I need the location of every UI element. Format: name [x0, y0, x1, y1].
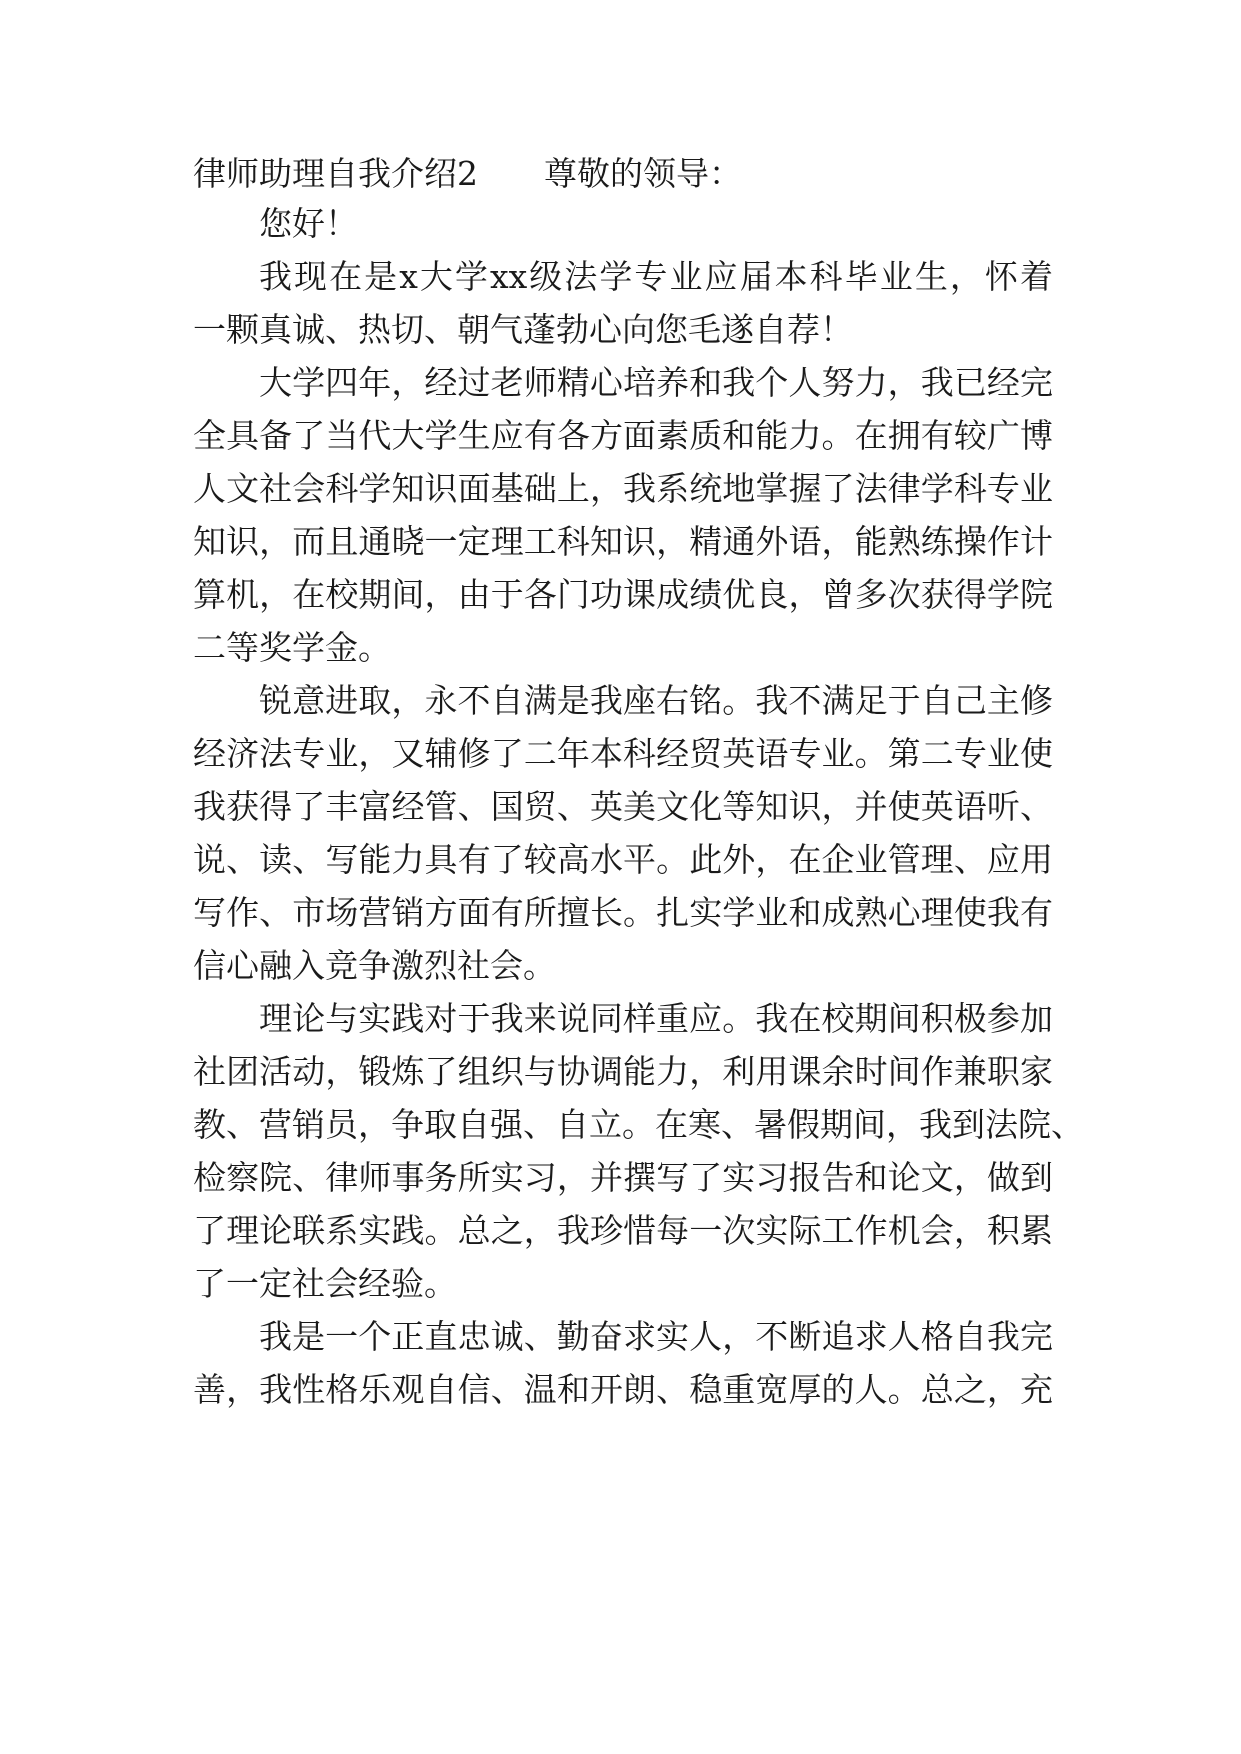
paragraph-3-line-3: 我获得了丰富经管、国贸、英美文化等知识，并使英语听、 [193, 787, 1053, 826]
greeting-line: 您好！ [259, 204, 358, 243]
paragraph-2-line-3: 人文社会科学知识面基础上，我系统地掌握了法律学科专业 [193, 469, 1053, 508]
title-line [193, 154, 742, 194]
paragraph-4-line-5: 了理论联系实践。总之，我珍惜每一次实际工作机会，积累 [193, 1211, 1053, 1250]
paragraph-4-line-2: 社团活动，锻炼了组织与协调能力，利用课余时间作兼职家 [193, 1052, 1053, 1091]
paragraph-2-line-5: 算机，在校期间，由于各门功课成绩优良，曾多次获得学院 [193, 575, 1053, 614]
paragraph-3-line-4: 说、读、写能力具有了较高水平。此外，在企业管理、应用 [193, 840, 1053, 879]
paragraph-4-line-1: 理论与实践对于我来说同样重应。我在校期间积极参加 [259, 999, 1053, 1038]
paragraph-5-line-1: 我是一个正直忠诚、勤奋求实人，不断追求人格自我完 [259, 1317, 1053, 1356]
paragraph-4-line-3: 教、营销员，争取自强、自立。在寒、暑假期间，我到法院、 [193, 1105, 1084, 1144]
salutation: 尊敬的领导： [544, 154, 742, 193]
paragraph-1-line-1: 我现在是x大学xx级法学专业应届本科毕业生，怀着 [259, 257, 1053, 296]
paragraph-4-line-6: 了一定社会经验。 [193, 1264, 457, 1303]
paragraph-2-line-2: 全具备了当代大学生应有各方面素质和能力。在拥有较广博 [193, 416, 1053, 455]
paragraph-2-line-6: 二等奖学金。 [193, 628, 391, 667]
paragraph-2-line-1: 大学四年，经过老师精心培养和我个人努力，我已经完 [259, 363, 1053, 402]
paragraph-3-line-1: 锐意进取，永不自满是我座右铭。我不满足于自己主修 [259, 681, 1053, 720]
paragraph-1-line-2: 一颗真诚、热切、朝气蓬勃心向您毛遂自荐！ [193, 310, 853, 349]
paragraph-5-line-2: 善，我性格乐观自信、温和开朗、稳重宽厚的人。总之，充 [193, 1370, 1053, 1409]
paragraph-2-line-4: 知识，而且通晓一定理工科知识，精通外语，能熟练操作计 [193, 522, 1053, 561]
document-heading: 律师助理自我介绍2 [193, 154, 478, 193]
paragraph-3-line-6: 信心融入竞争激烈社会。 [193, 946, 556, 985]
paragraph-3-line-2: 经济法专业，又辅修了二年本科经贸英语专业。第二专业使 [193, 734, 1053, 773]
paragraph-3-line-5: 写作、市场营销方面有所擅长。扎实学业和成熟心理使我有 [193, 893, 1053, 932]
paragraph-4-line-4: 检察院、律师事务所实习，并撰写了实习报告和论文，做到 [193, 1158, 1053, 1197]
